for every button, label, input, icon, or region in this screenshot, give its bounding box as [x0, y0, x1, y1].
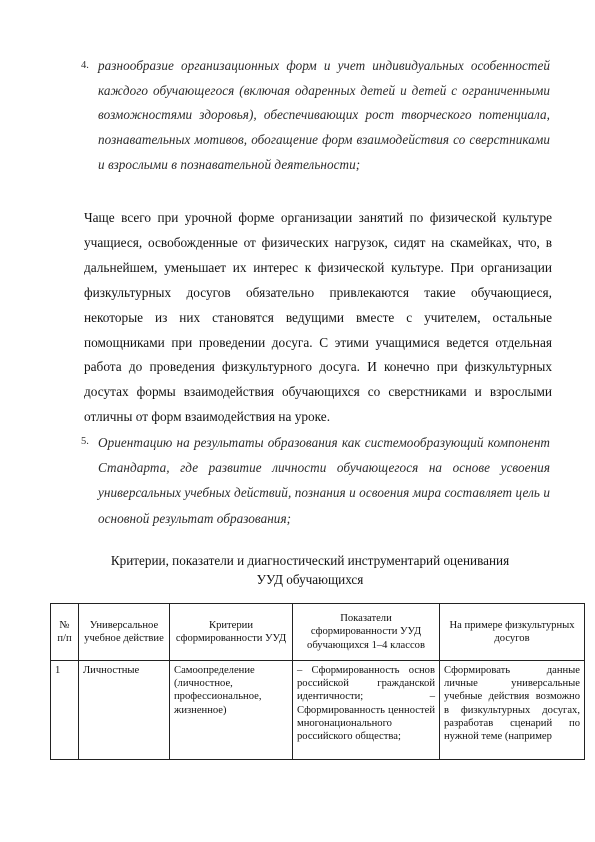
- table-header-row: [51, 604, 585, 661]
- header-action: Универсальное учебное действие: [79, 604, 170, 661]
- caption-line-2: УУД обучающихся: [256, 572, 364, 587]
- table-row: [51, 661, 585, 760]
- header-example: На примере физкультурных досугов: [440, 604, 585, 661]
- body-paragraph: Чаще всего при урочной форме организации занятий по физической культуре учащиеся, освобожденные от физических нагрузок, сидят на скамейках, что, в дальнейшем, уменьшает их интерес к физической культуре. При организации физкультурных досугов обязательно привлекаются такие обучающиеся, некоторые из них становятся ведущими вместе с учителем, остальные помощниками при проведении досуга. С этими учащимися ведется отдельная работа до проведения физкультурного досуга. И конечно при физкультурных досутах формы взаимодействия обучающихся со сверстниками и взрослыми отличны от форм взаимодействия на уроке.: [84, 210, 552, 425]
- list-item-text: разнообразие организационных форм и учет индивидуальных особенностей каждого обучающегося (включая одаренных детей и детей с ограниченными возможностями здоровья), обеспечивающих рост творческого потенциала, познавательных мотивов, обогащение форм взаимодействия со сверстниками и взрослыми в познавательной деятельности;: [98, 58, 550, 172]
- header-criteria: Критерии сформированности УУД: [170, 604, 293, 661]
- criteria-table: [50, 603, 585, 760]
- header-number: № п/п: [51, 604, 79, 661]
- header-indicators: Показатели сформированности УУД обучающихся 1–4 классов: [293, 604, 440, 661]
- list-number: 4.: [81, 60, 89, 71]
- cell-number: 1: [51, 661, 79, 760]
- cell-example: Сформировать данные личные универсальные учебные действия возможно в физкультурных досугах, разработав сценарий по нужной теме (например: [440, 661, 585, 760]
- list-item-text: Ориентацию на результаты образования как системообразующий компонент Стандарта, где развитие личности обучающегося на основе усвоения универсальных учебных действий, познания и освоения мира составляет цель и основной результат образования;: [98, 435, 550, 526]
- cell-action: Личностные: [79, 661, 170, 760]
- list-item-5: [81, 430, 550, 531]
- caption-line-1: Критерии, показатели и диагностический инструментарий оценивания: [110, 553, 510, 568]
- cell-indicators: – Сформированность основ российской гражданской идентичности; – Сформированность ценностей многонационального российского общества;: [293, 661, 440, 760]
- list-item-4: [81, 54, 550, 178]
- list-number: 5.: [81, 436, 89, 447]
- cell-criteria: Самоопределение (личностное, профессиональное, жизненное): [170, 661, 293, 760]
- table-caption: [110, 551, 510, 589]
